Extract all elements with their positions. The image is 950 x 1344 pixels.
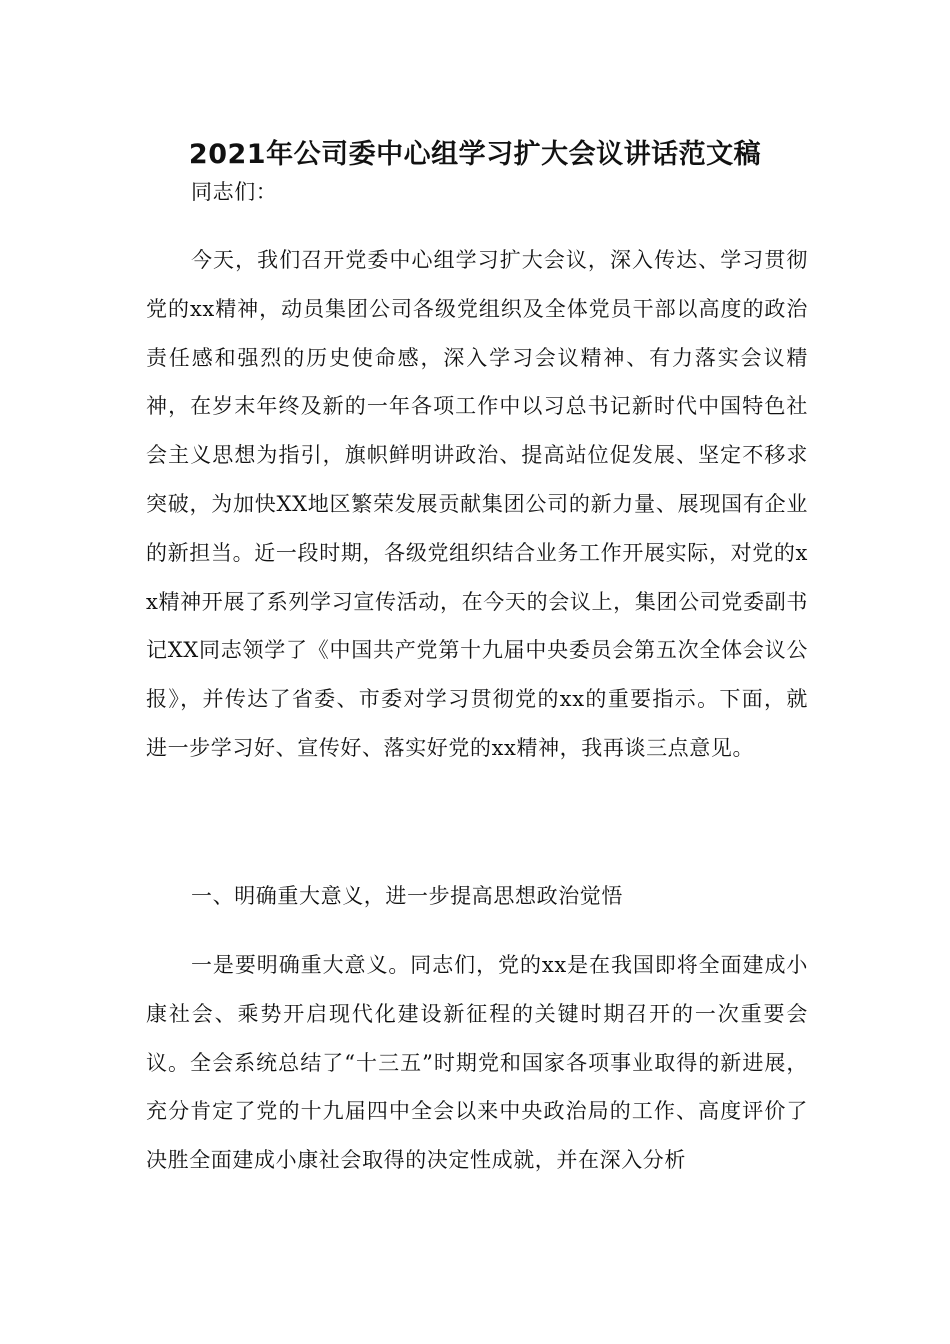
section-heading: 一、明确重大意义，进一步提高思想政治觉悟 bbox=[191, 884, 623, 908]
paragraph-intro: 今天，我们召开党委中心组学习扩大会议，深入传达、学习贯彻党的xx精神，动员集团公司各级党组织及全体党员干部以高度的政治责任感和强烈的历史使命感，深入学习会议精神、有力落实会议精神，在岁末年终及新的一年各项工作中以习总书记新时代中国特色社会主义思想为指引，旗帜鲜明讲政治、提高站位促发展、坚定不移求突破，为加快XX地区繁荣发展贡献集团公司的新力量、展现国有企业的新担当。近一段时期，各级党组织结合业务工作开展实际，对党的xx精神开展了系列学习宣传活动，在今天的会议上，集团公司党委副书记XX同志领学了《中国共产党第十九届中央委员会第五次全体会议公报》，并传达了省委、市委对学习贯彻党的xx的重要指示。下面，就进一步学习好、宣传好、落实好党的xx精神，我再谈三点意见。 bbox=[146, 248, 808, 760]
salutation: 同志们： bbox=[191, 180, 278, 204]
paragraph-significance: 一是要明确重大意义。同志们，党的xx是在我国即将全面建成小康社会、乘势开启现代化建设新征程的关键时期召开的一次重要会议。全会系统总结了“十三五”时期党和国家各项事业取得的新进展，充分肯定了党的十九届四中全会以来中央政治局的工作、高度评价了决胜全面建成小康社会取得的决定性成就，并在深入分析 bbox=[146, 953, 808, 1173]
document-title: 2021年公司委中心组学习扩大会议讲话范文稿 bbox=[188, 139, 762, 170]
